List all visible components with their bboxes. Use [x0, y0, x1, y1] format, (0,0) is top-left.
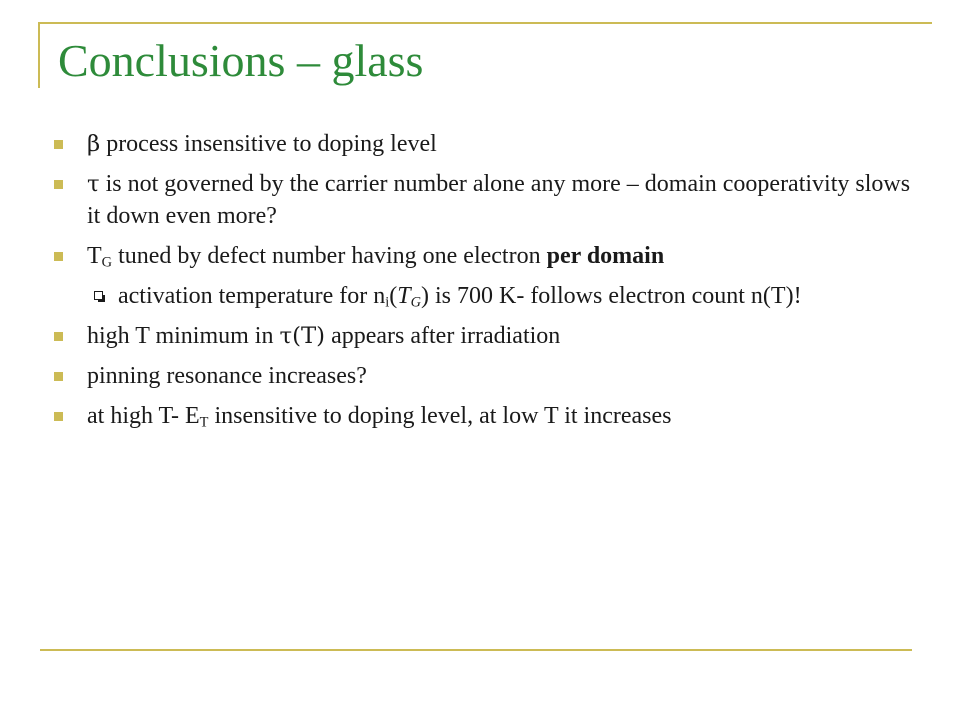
bullet-text: process insensitive to doping level	[100, 131, 437, 157]
bullet-square-icon	[54, 412, 63, 421]
bullet-text: pinning resonance increases?	[87, 363, 367, 389]
bullet-text: appears after irradiation	[325, 323, 561, 349]
subscript-g: G	[101, 254, 113, 271]
bullet-item	[52, 168, 922, 232]
subscript-i: i	[385, 294, 390, 311]
bullet-text: activation temperature for n	[118, 283, 386, 309]
close-paren: )	[420, 283, 429, 309]
tau-t-symbol: τ(T)	[279, 323, 326, 349]
bullet-text: tuned by defect number having one electron	[112, 243, 547, 269]
subscript-t: T	[199, 414, 209, 431]
bullet-square-icon	[54, 372, 63, 381]
tau-symbol: τ	[87, 171, 100, 197]
bullet-square-icon	[54, 140, 63, 149]
bold-text: per domain	[546, 243, 665, 269]
bullet-text: is not governed by the carrier number alone any more – domain cooperativity slows it down even more?	[87, 171, 911, 229]
beta-symbol: β	[87, 131, 101, 157]
bullet-item	[52, 128, 922, 160]
bullet-item	[52, 320, 922, 352]
top-rule	[40, 22, 932, 24]
bullet-item	[52, 240, 922, 272]
bullet-text: high T minimum in	[87, 323, 280, 349]
hollow-square-bullet-icon	[94, 291, 103, 300]
left-rule	[38, 22, 40, 88]
bullet-text: is 700 K- follows electron count n(T)!	[428, 283, 802, 309]
bullet-square-icon	[54, 332, 63, 341]
bullet-square-icon	[54, 180, 63, 189]
bullet-text: at high T- E	[87, 403, 200, 429]
slide-title: Conclusions – glass	[58, 35, 424, 86]
bottom-rule	[40, 649, 912, 651]
bullet-square-icon	[54, 252, 63, 261]
bullet-item	[52, 360, 922, 392]
subscript-g-italic: G	[410, 294, 421, 311]
t-italic: T	[397, 283, 411, 309]
bullet-item	[52, 400, 922, 432]
t-symbol: T	[87, 243, 102, 269]
sub-bullet-item	[52, 280, 922, 312]
bullet-list	[52, 128, 922, 440]
bullet-text: insensitive to doping level, at low T it increases	[208, 403, 672, 429]
open-paren: (	[389, 283, 398, 309]
